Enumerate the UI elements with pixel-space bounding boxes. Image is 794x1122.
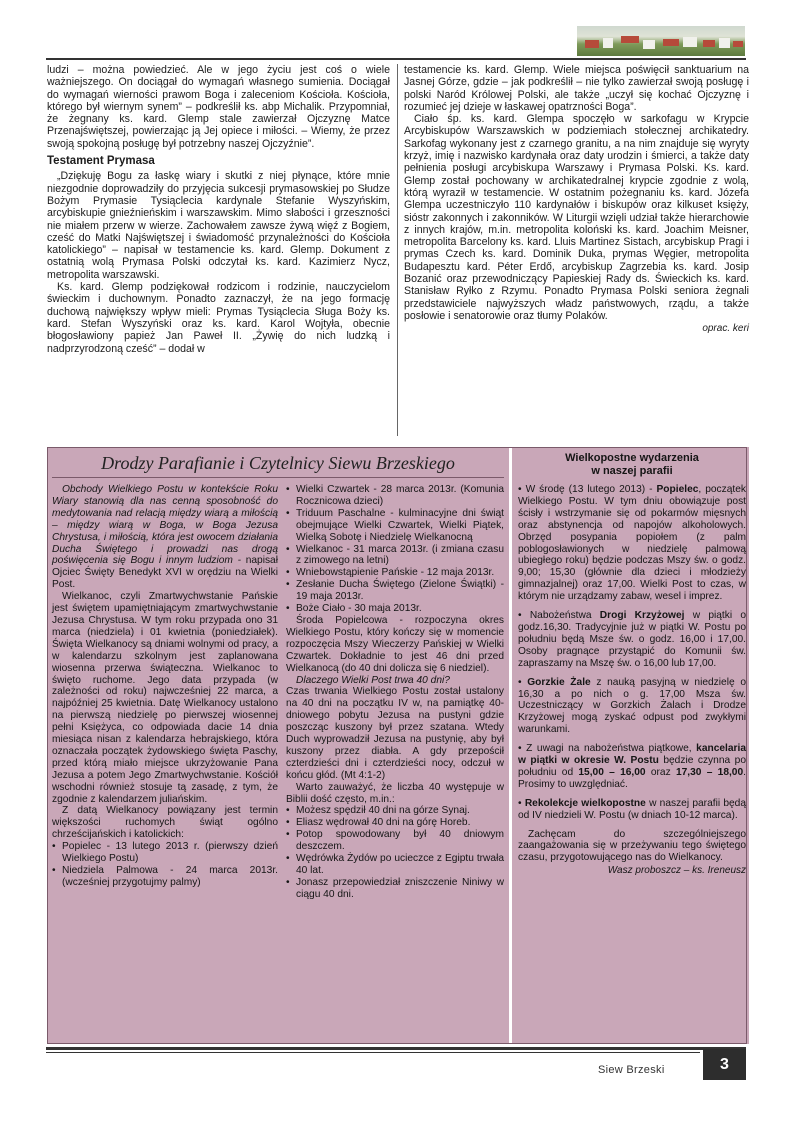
list-item: • Boże Ciało - 30 maja 2013r. <box>286 603 504 615</box>
lent-paragraph: Wielkanoc, czyli Zmartwychwstanie Pańskie jest świętem upamiętniającym zmartwychwstanie Jezusa Chrystusa. W tym roku przypada ono 31 marca (niedziela) i 01 kwietnia (poniedziałek). Święta Wielkanocy są dniami wolnymi od pracy, a w kalendarzu szkolnym jest zaplanowana wiosenna przerwa świąteczna. Wielkanoc to święto ruchome. Jego data przypada (w zależności od roku) najwcześniej 22 marca, a najpóźniej 25 kwietnia. Datę Wielkanocy ustalono na pierwszą niedzielę po pierwszej wiosennej pełni Księżyca, co odpowiada dacie 14 dnia miesiąca nisan z kalendarza hebrajskiego, która oznaczała początek żydowskiego święta Paschy, przed którą miało miejsce ukrzyżowanie Pana Jezusa a potem Jego Zmartwychwstanie. Kościół wschodni również stosuje tą zasadę, z tym, że zgodnie z kalendarzem juliańskim. <box>52 591 278 805</box>
lent-paragraph: Czas trwania Wielkiego Postu został ustalony na 40 dni na początku IV w, na pamiątkę 40-dniowego pobytu Jezusa na pustyni gdzie poszcząc kuszony był przez szatana. Wtedy Duch wyprowadził Jezusa na pustynię, aby był kuszony przez diabła. A gdy przepościł czterdzieści dni i czterdzieści nocy, odczuł w końcu głód. (Mt 4:1-2) <box>286 686 504 781</box>
list-item: • Wielkanoc - 31 marca 2013r. (i zmiana czasu z zimowego na letni) <box>286 544 504 568</box>
list-item: • Potop spowodowany był 40 dniowym deszczem. <box>286 829 504 853</box>
section-heading: Testament Prymasa <box>47 155 155 168</box>
list-item: • Wędrówka Żydów po ucieczce z Egiptu trwała 40 lat. <box>286 853 504 877</box>
events-column <box>518 452 746 877</box>
lent-intro-tail: napisał Ojciec Święty Benedykt XVI w orędziu na Wielki Post. <box>52 555 278 591</box>
article-column-left <box>47 64 390 355</box>
footer-rule <box>46 1047 746 1050</box>
list-item: • Zesłanie Ducha Świętego (Zielone Świątki) - 19 maja 2013r. <box>286 579 504 603</box>
event-office-hours: • Z uwagi na nabożeństwa piątkowe, kancelaria w piątki w okresie W. Postu będzie czynna po południu od 15,00 – 16,00 oraz 17,30 – 18,00. Prosimy to uwzględniać. <box>518 743 746 791</box>
event-stations-of-the-cross: • Nabożeństwa Drogi Krzyżowej w piątki o godz.16,30. Tradycyjnie już w piątki W. Postu po południu będą Msze św. o godz. 16,00 i 17,00. Osoby pragnące przystąpić do Komunii św. zapraszamy na Mszę św. o 16,00 lub 17,00. <box>518 610 746 670</box>
lent-question: Dlaczego Wielki Post trwa 40 dni? <box>296 674 450 686</box>
events-title: Wielkopostne wydarzenia w naszej parafii <box>565 452 699 477</box>
list-item: • Niedziela Palmowa - 24 marca 2013r. (wcześniej przygotujmy palmy) <box>52 865 278 889</box>
lent-paragraph: Warto zauważyć, że liczba 40 występuje w Biblii dość często, m.in.: <box>286 781 504 805</box>
lent-paragraph: Z datą Wielkanocy powiązany jest termin większości ruchomych świąt ogólno chrześcijańskich i katolickich: <box>52 805 278 841</box>
event-ash-wednesday: • W środę (13 lutego 2013) - Popielec, początek Wielkiego Postu. W tym dniu obowiązuje post ścisły i wstrzymanie się od pokarmów mięsnych oraz abstynencja od napojów alkoholowych. Obrzęd posypania popiołem (z palm poblogosławionych w niedzielę palmową ubiegłego roku) będzie podczas Mszy św. o godz. 9,00; 15,30 (głównie dla dzieci i młodzieży gimnazjalnej) oraz 17,00. Wielki Post to czas, w którym nie urządzamy zabaw, wesel i imprez. <box>518 484 746 603</box>
movable-feasts-list <box>52 841 278 889</box>
list-item: • Możesz spędził 40 dni na górze Synaj. <box>286 805 504 817</box>
article-paragraph: „Dziękuję Bogu za łaskę wiary i skutki z niej płynące, które mnie niezgodnie doprowadziły do przyjęcia sukcesji prymasowskiej po Słudze Bożym Prymasie Tysiąclecia kardynale Stefanie Wyszyńskim, arcybiskupie gnieźnieńskim i warszawskim. Mimo słabości i grzeszności nie miałem przerw w wierze. Zachowałem zawsze żywą więź z Bogiem, cześć do Matki Najświętszej i świadomość przynależności do Kościoła katolickiego” – napisał w testamencie ks. kard. Glemp. Dokument z ostatnią wolą Prymasa Polski odczytał ks. kard. Kazimierz Nycz, metropolita warszawski. <box>47 170 390 281</box>
list-item: • Wniebowstąpienie Pańskie - 12 maja 2013r. <box>286 567 504 579</box>
footer-publication-title: Siew Brzeski <box>598 1064 665 1076</box>
lent-paragraph: Środa Popielcowa - rozpoczyna okres Wielkiego Postu, który kończy się w momencie rozpoczęcia Mszy Wieczerzy Pańskiej w Wielki Czwartek. Dokładnie to jest 46 dni przed Wielkanocą (do 40 dni dolicza się 6 niedziel). <box>286 614 504 674</box>
movable-feasts-list-continued <box>286 484 504 615</box>
footer-rule-thin <box>46 1052 700 1053</box>
header-rule <box>46 58 746 60</box>
list-item: • Wielki Czwartek - 28 marca 2013r. (Komunia Rocznicowa dzieci) <box>286 484 504 508</box>
events-closing: Zachęcam do szczególniejszego zaangażowania się w przeżywaniu tego świętego czasu, przygotowującego nas do Wielkanocy. <box>518 828 746 864</box>
article-signature: oprac. keri <box>702 323 749 335</box>
lent-column-2 <box>286 484 504 901</box>
column-divider <box>397 64 398 436</box>
article-paragraph: Ks. kard. Glemp podziękował rodzicom i rodzinie, nauczycielom świeckim i duchownym. Ponadto zaznaczył, że na jego formację duchową największy wpływ mieli: Prymas Tysiąclecia Sługa Boży ks. kard. Stefan Wyszyński oraz ks. kard. Karol Wojtyła, obecnie błogosławiony papież Jan Paweł II. „Żywię do nich ludzką i nadprzyrodzoną cześć” – dodał w <box>47 281 390 355</box>
page-number: 3 <box>703 1049 746 1080</box>
list-item: • Popielec - 13 lutego 2013 r. (pierwszy dzień Wielkiego Postu) <box>52 841 278 865</box>
article-paragraph: testamencie ks. kard. Glemp. Wiele miejsca poświęcił sanktuarium na Jasnej Górze, gdzie – jak podkreślił – nie tylko zawierzał swoją posługę i polski Naród Królowej Polski, ale także „uczył się kochać Ojczyznę i rozumieć jej dzieje w łaskawej opatrzności Boga”. <box>404 64 749 113</box>
list-item: • Jonasz przepowiedział zniszczenie Niniwy w ciągu 40 dni. <box>286 877 504 901</box>
forty-list <box>286 805 504 900</box>
box-separator <box>509 447 512 1044</box>
article-paragraph: ludzi – można powiedzieć. Ale w jego życiu jest coś o wiele ważniejszego. On dociągał do wymagań własnego sumienia. Dociągał do wymagań wierności prawom Boga i zaleceniom Kościoła. Kościoła, którego był wiernym synem” – podkreślił ks. abp Michalik. Przypomniał, że żegnany ks. kard. Glemp stale zawierzał Ojczyznę Matce Przenajświętszej, powierzając ją Jej opiece i miłości. – Wiemy, że przez swoją spokojną posługę był potrzebny naszej Ojczyźnie”. <box>47 64 390 150</box>
list-item: • Triduum Paschalne - kulminacyjne dni świąt obejmujące Wielki Czwartek, Wielki Piątek, Wielką Sobotę i Niedzielę Wielkanocną <box>286 508 504 544</box>
article-column-right <box>404 64 749 336</box>
lent-column-1 <box>52 484 278 889</box>
events-signature: Wasz proboszcz – ks. Ireneusz <box>607 865 746 877</box>
lent-intro: Obchody Wielkiego Postu w kontekście Roku Wiary stanowią dla nas cenną sposobność do medytowania nad relacją między wiarą a miłością – między wiarą w Boga, w Boga Jezusa Chrystusa, i miłością, która jest owocem działania Ducha Świętego i prowadzi nas drogą poświęcenia się Bogu i innym ludziom - <box>52 484 278 567</box>
event-gorzkie-zale: • Gorzkie Żale z nauką pasyjną w niedzielę o 16,30 a po nich o g. 17,00 Msza św. Uczestniczący w Gorzkich Żalach i Drodze Krzyżowej mogą zyskać odpust pod zwykłymi warunkami. <box>518 677 746 737</box>
lent-title: Drodzy Parafianie i Czytelnicy Siewu Brzeskiego <box>52 452 504 478</box>
list-item: • Eliasz wędrował 40 dni na górę Horeb. <box>286 817 504 829</box>
event-retreat: • Rekolekcje wielkopostne w naszej parafii będą od IV niedzieli W. Postu (w dniach 10-12 marca). <box>518 798 746 822</box>
header-village-photo <box>577 26 745 56</box>
article-paragraph: Ciało śp. ks. kard. Glempa spoczęło w sarkofagu w Krypcie Arcybiskupów Warszawskich w podziemiach stołecznej archikatedry. Sarkofag wykonany jest z czarnego granitu, a na nim znajduje się wyryty krzyż, imię i nazwisko kardynała oraz daty urodzin i śmierci, a także daty pełnienia posługi arcybiskupa Warszawy i Prymasa Polski. Ks. kard. Glemp został pochowany w archikatedralnej krypcie zgodnie z wolą, którą wyraził w testamencie. W ostatnim pożegnaniu ks. kard. Józefa Glempa uczestniczyło 110 kardynałów i biskupów oraz kilkuset księży, sióstr zakonnych i zakonników. W Liturgii wzięli udział także hierarchowie z innych krajów, m.in. metropolita koloński ks. kard. Joachim Meisner, metropolita Barcelony ks. kard. Lluis Martinez Sistach, arcybiskup Pragi i prymas Czech ks. kard. Dominik Duka, prymas Węgier, metropolita Budapesztu kard. Péter Erdő, arcybiskup Zagrzebia ks. kard. Josip Bozanić oraz przewodniczący Papieskiej Rady ds. Świeckich ks. kard. Stanisław Ryłko z Rzymu. Ponadto Prymasa Polski seniora żegnali przedstawiciele najwyższych władz państwowych, rządu, a także posłowie i senatorowie oraz tłumy Polaków. <box>404 113 749 322</box>
